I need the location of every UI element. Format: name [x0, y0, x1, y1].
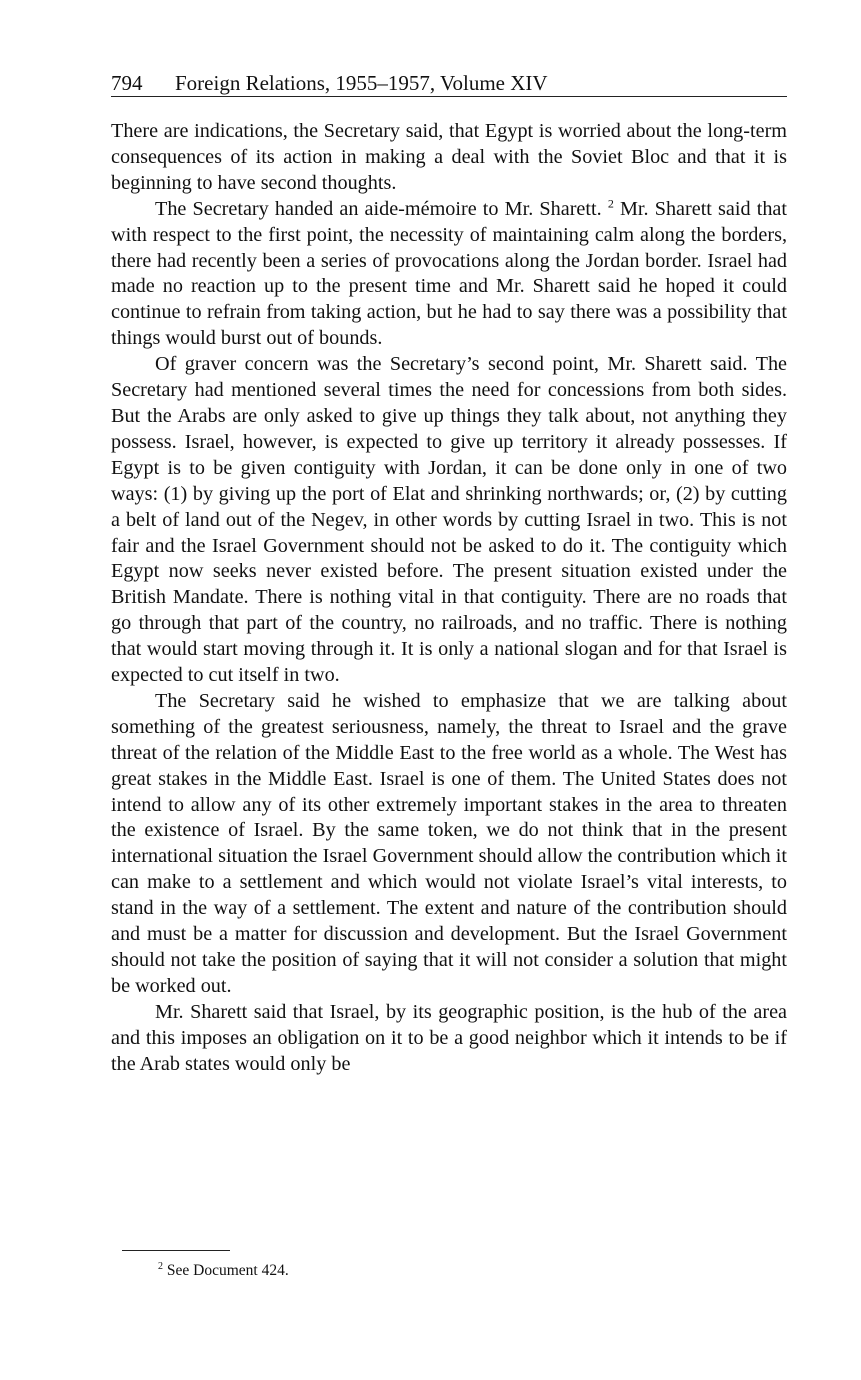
body-text	[111, 119, 787, 1078]
running-header	[111, 70, 787, 97]
paragraph-5: Mr. Sharett said that Israel, by its geographic position, is the hub of the area and this imposes an obligation on it to be a good neighbor which it intends to be if the Arab states would only be	[111, 1000, 787, 1075]
paragraph-4: The Secretary said he wished to emphasize that we are talking about something of the greatest seriousness, namely, the threat to Israel and the grave threat of the relation of the Middle East to the free world as a whole. The West has great stakes in the Middle East. Israel is one of them. The United States does not intend to allow any of its other extremely important stakes in the area to threaten the existence of Israel. By the same token, we do not think that in the present international situation the Israel Government should allow the contribution which it can make to a settlement and which would not violate Israel’s vital interests, to stand in the way of a settlement. The extent and nature of the contribution should and must be a matter for discussion and development. But the Israel Government should not take the position of saying that it will not consider a solution that might be worked out.	[111, 689, 787, 997]
paragraph-2	[111, 197, 787, 352]
paragraph-3: Of graver concern was the Secretary’s second point, Mr. Sharett said. The Secretary had mentioned several times the need for concessions from both sides. But the Arabs are only asked to give up things they talk about, not anything they possess. Israel, however, is expected to give up territory it already possesses. If Egypt is to be given contiguity with Jordan, it can be done only in one of two ways: (1) by giving up the port of Elat and shrinking northwards; or, (2) by cutting a belt of land out of the Negev, in other words by cutting Israel in two. This is not fair and the Israel Government should not be asked to do it. The contiguity which Egypt now seeks never existed before. The present situation existed under the British Mandate. There is nothing vital in that contiguity. There are no roads that go through that part of the country, no railroads, and no traffic. There is nothing that would start moving through it. It is only a national slogan and for that Israel is expected to cut itself in two.	[111, 353, 787, 687]
paragraph-1: There are indications, the Secretary said, that Egypt is worried about the long-term consequences of its action in making a deal with the Soviet Bloc and that it is beginning to have second thoughts.	[111, 120, 787, 194]
footnote-text: See Document 424.	[166, 1262, 289, 1279]
footnote-rule	[122, 1250, 230, 1251]
paragraph-2-lead: The Secretary handed an aide-mémoire to Mr. Sharett.	[155, 197, 602, 220]
footnote-number: 2	[158, 1260, 163, 1272]
page-number: 794	[111, 71, 143, 95]
paragraph-2-rest: Mr. Sharett said that with respect to the first point, the necessity of maintaining calm along the borders, there had recently been a series of provocations along the Jordan border. Israel had made no reaction up to the present time and Mr. Sharett said he hoped it could continue to refrain from taking action, but he had to say there was a possibility that things would burst out of bounds.	[111, 197, 788, 350]
footnote-ref-2: 2	[607, 195, 614, 210]
page	[111, 70, 787, 1078]
footnote-2	[158, 1261, 289, 1281]
running-title: Foreign Relations, 1955–1957, Volume XIV	[175, 71, 548, 95]
